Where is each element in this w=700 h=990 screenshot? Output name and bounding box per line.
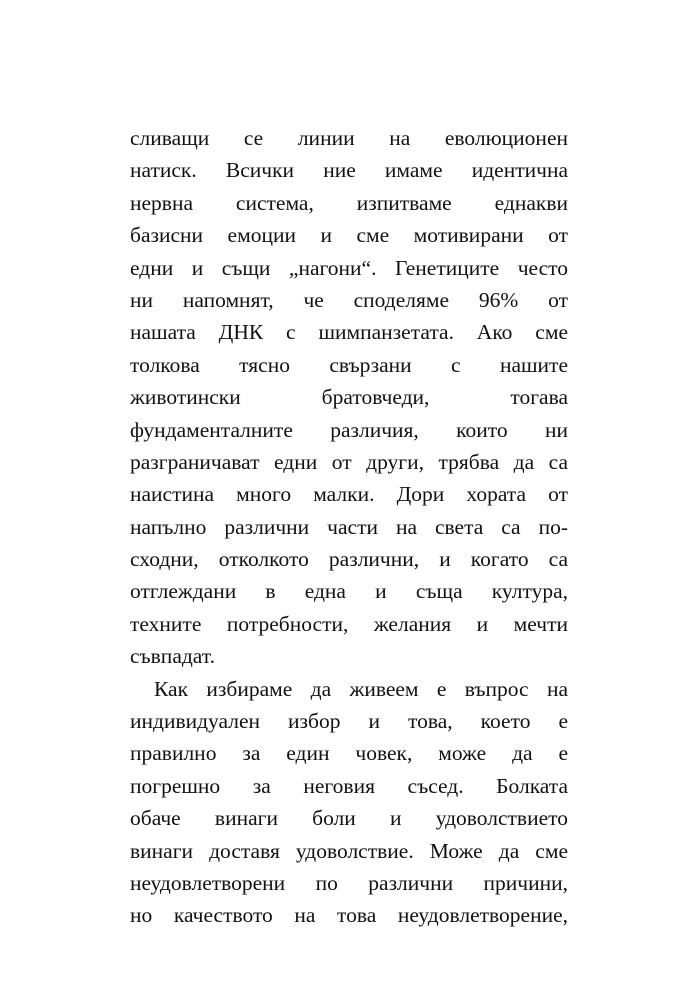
text-line: Как избираме да живеем е въпрос на bbox=[154, 676, 568, 701]
text-line: ни напомнят, че споделяме 96% от bbox=[130, 287, 568, 312]
text-line: индивидуален избор и това, което е bbox=[130, 709, 568, 734]
body-text bbox=[130, 122, 568, 964]
text-line: обаче винаги боли и удоволствието bbox=[130, 806, 568, 831]
text-line: натиск. Всички ние имаме идентична bbox=[130, 158, 568, 183]
text-line: сходни, отколкото различни, и когато са bbox=[130, 547, 568, 572]
text-line: нервна система, изпитваме еднакви bbox=[130, 190, 568, 215]
text-line: неудовлетворени по различни причини, bbox=[130, 870, 568, 895]
text-line: но качеството на това неудовлетворение, bbox=[130, 903, 568, 928]
text-line: винаги доставя удоволствие. Може да сме bbox=[130, 838, 568, 863]
text-line: разграничават едни от други, трябва да са bbox=[130, 449, 568, 474]
text-line: наистина много малки. Дори хората от bbox=[130, 482, 568, 507]
text-line: напълно различни части на света са по- bbox=[130, 514, 568, 539]
text-line: сливащи се линии на еволюционен bbox=[130, 126, 568, 150]
text-line: фундаменталните различия, които ни bbox=[130, 417, 568, 442]
text-line: базисни емоции и сме мотивирани от bbox=[130, 223, 568, 248]
text-line: едни и същи „нагони“. Генетиците често bbox=[130, 255, 568, 280]
text-line: животински братовчеди, тогава bbox=[130, 385, 568, 410]
text-line: техните потребности, желания и мечти bbox=[130, 611, 568, 636]
text-line: погрешно за неговия съсед. Болката bbox=[130, 773, 568, 798]
text-line bbox=[130, 932, 568, 964]
text-line: отглеждани в една и съща култура, bbox=[130, 579, 568, 604]
text-line: нашата ДНК с шимпанзетата. Ако сме bbox=[130, 320, 568, 345]
text-line: толкова тясно свързани с нашите bbox=[130, 352, 568, 377]
text-line: съвпадат. bbox=[130, 644, 215, 669]
text-line: правилно за един човек, може да е bbox=[130, 741, 568, 766]
